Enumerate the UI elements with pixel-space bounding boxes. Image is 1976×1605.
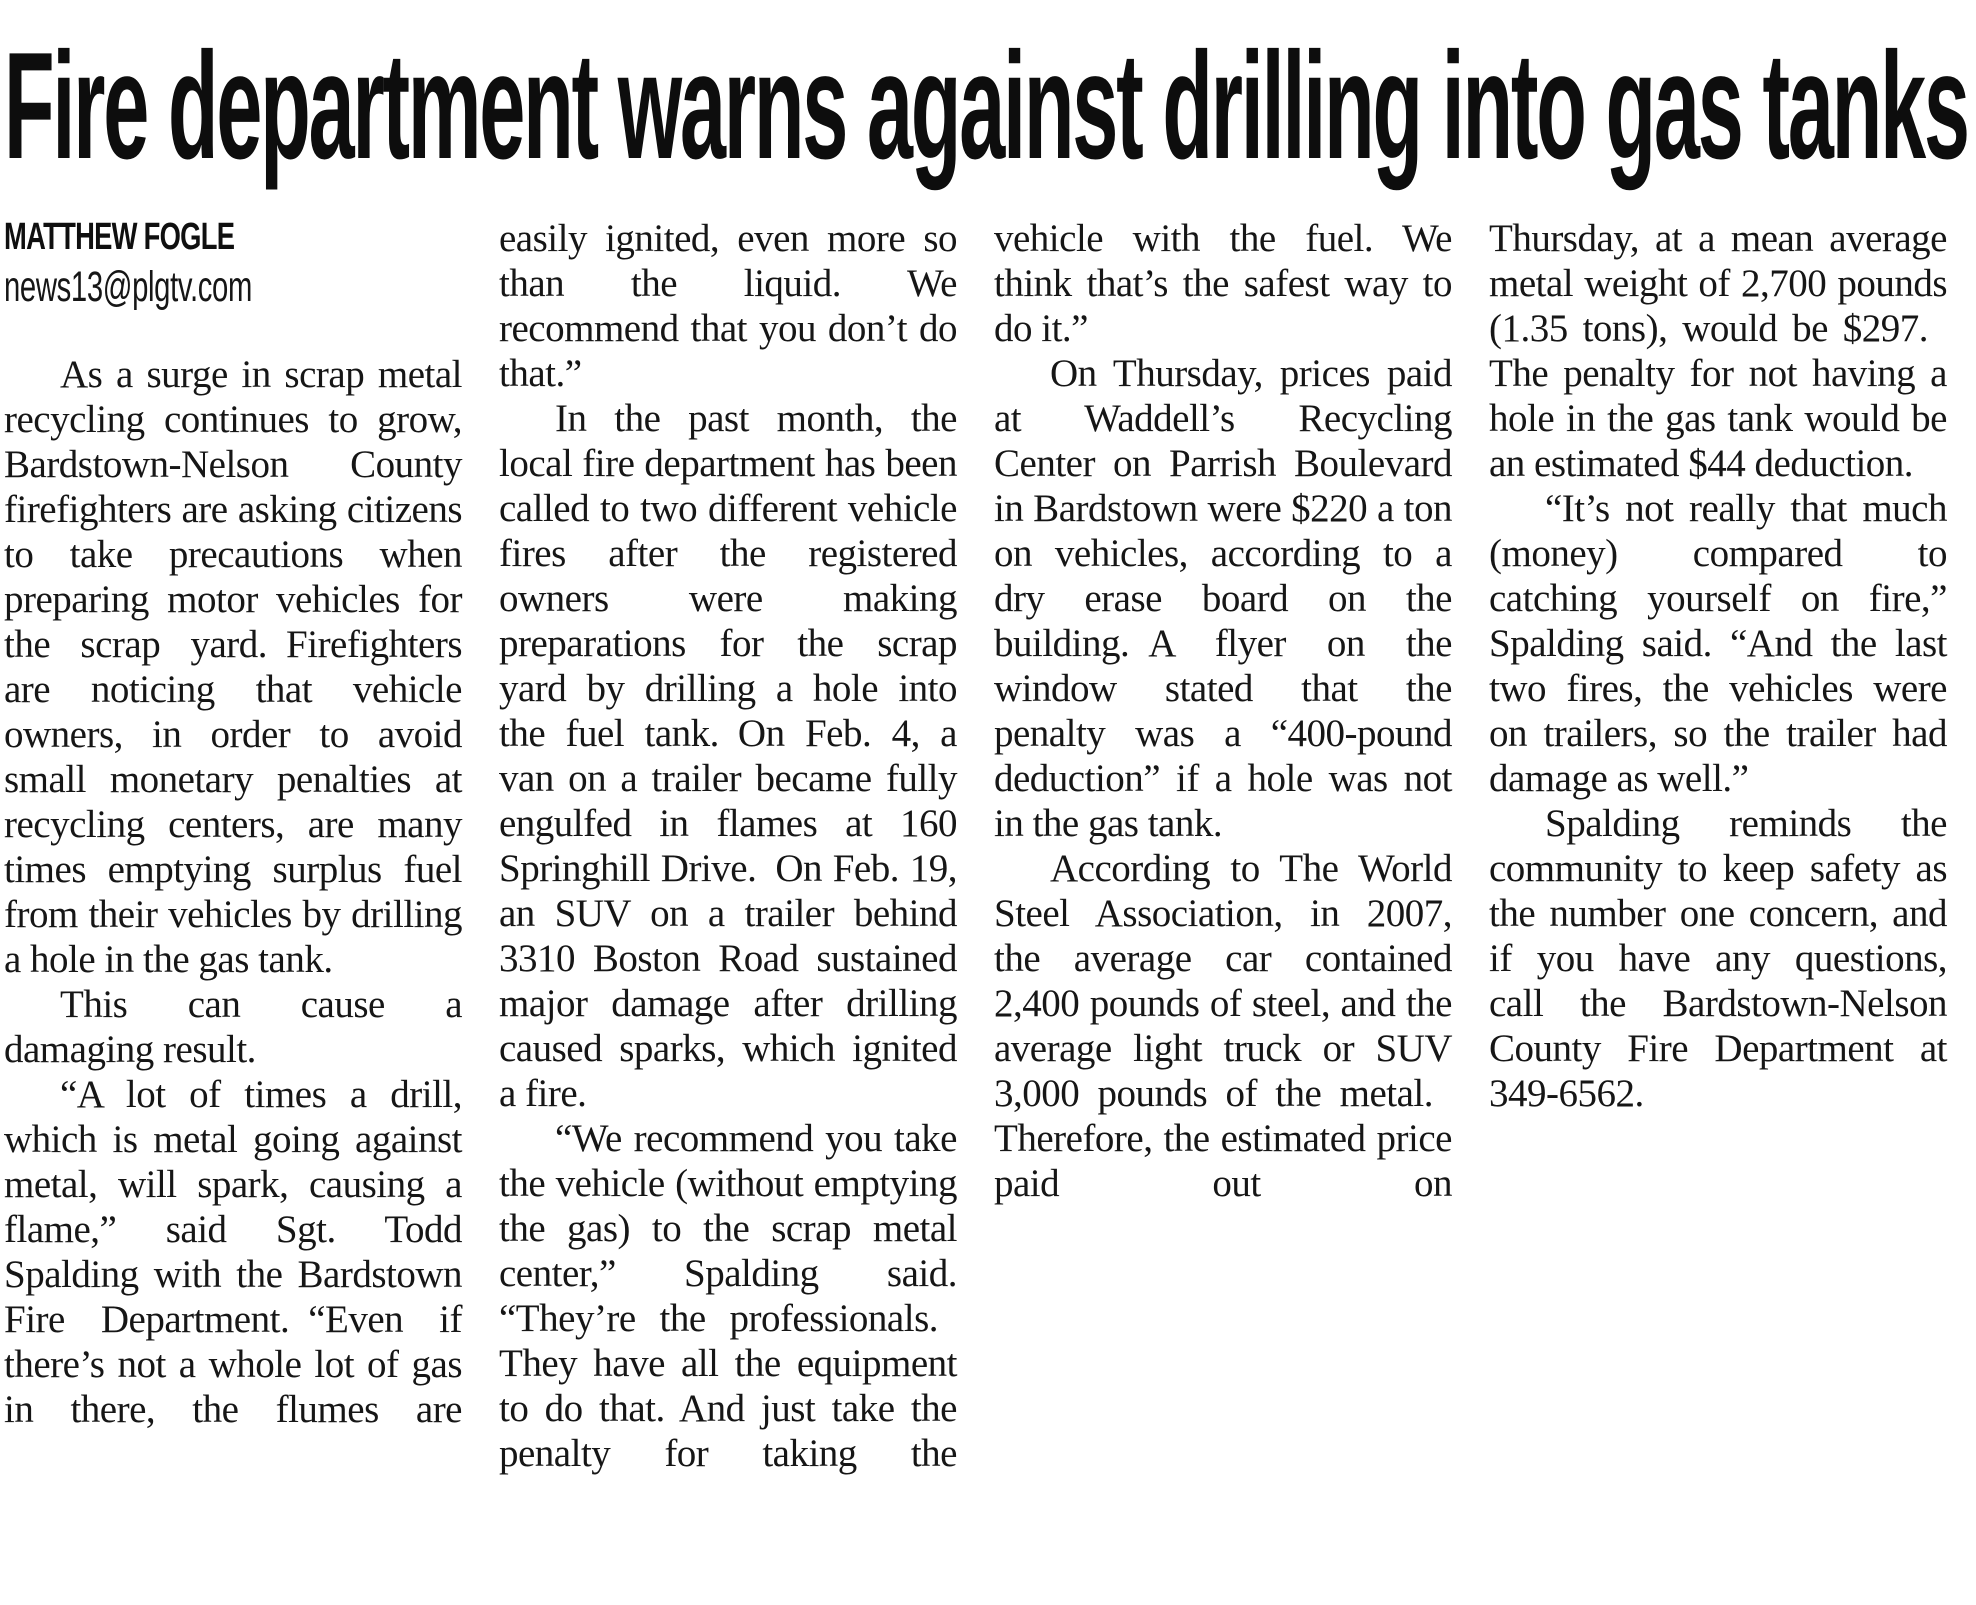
paragraph: This can cause a damaging result. bbox=[4, 983, 462, 1071]
article-column-1 bbox=[4, 216, 462, 1476]
paragraph: “A lot of times a drill, which is metal going against metal, will spark, causing a flame,” said Sgt. Todd Spalding with the Bardstown Fire Department. “Even if there’s not a whole lot of gas in there, the flumes are bbox=[4, 1073, 462, 1431]
paragraph: In the past month, the local fire department has been called to two different vehicle fires after the registered owners were making preparations for the scrap yard by drilling a hole into the fuel tank. On Feb. 4, a van on a trailer became fully engulfed in flames at 160 Springhill Drive. On Feb. 19, an SUV on a trailer behind 3310 Boston Road sustained major damage after drilling caused sparks, which ignited a fire. bbox=[499, 397, 957, 1115]
paragraph-continuation: easily ignited, even more so than the liquid. We recommend that you don’t do that.” bbox=[499, 217, 957, 395]
byline bbox=[4, 216, 462, 312]
article-columns bbox=[4, 216, 1968, 1476]
article-column-3 bbox=[994, 216, 1452, 1476]
paragraph: As a surge in scrap metal recycling continues to grow, Bardstown-Nelson County firefighters are asking citizens to take precautions when preparing motor vehicles for the scrap yard. Firefighters are noticing that vehicle owners, in order to avoid small monetary penalties at recycling centers, are many times emptying surplus fuel from their vehicles by drilling a hole in the gas tank. bbox=[4, 353, 462, 981]
paragraph-continuation: vehicle with the fuel. We think that’s the safest way to do it.” bbox=[994, 217, 1452, 350]
byline-author-line bbox=[4, 216, 462, 258]
headline-text: Fire department warns against drilling into gas tanks bbox=[4, 21, 1968, 191]
paragraph: “We recommend you take the vehicle (without emptying the gas) to the scrap metal center,” Spalding said. “They’re the professionals. They have all the equipment to do that. And just take the penalty for taking the bbox=[499, 1117, 957, 1475]
paragraph: On Thursday, prices paid at Waddell’s Recycling Center on Parrish Boulevard in Bardstown were $220 a ton on vehicles, according to a dry erase board on the building. A flyer on the window stated that the penalty was a “400-pound deduction” if a hole was not in the gas tank. bbox=[994, 352, 1452, 845]
byline-email: news13@plgtv.com bbox=[4, 263, 252, 311]
byline-email-line bbox=[4, 264, 462, 312]
headline bbox=[4, 21, 1968, 194]
paragraph: According to The World Steel Association, in 2007, the average car contained 2,400 pounds of steel, and the average light truck or SUV 3,000 pounds of the metal. Therefore, the estimated price paid out on bbox=[994, 847, 1452, 1205]
paragraph-continuation: Thursday, at a mean average metal weight of 2,700 pounds (1.35 tons), would be $297. The penalty for not having a hole in the gas tank would be an estimated $44 deduction. bbox=[1489, 217, 1947, 485]
article-column-2 bbox=[499, 216, 957, 1476]
byline-author: MATTHEW FOGLE bbox=[4, 216, 235, 258]
article-column-4 bbox=[1489, 216, 1947, 1476]
paragraph: “It’s not really that much (money) compared to catching yourself on fire,” Spalding said. “And the last two fires, the vehicles were on trailers, so the trailer had damage as well.” bbox=[1489, 487, 1947, 800]
paragraph: Spalding reminds the community to keep safety as the number one concern, and if you have any questions, call the Bardstown-Nelson County Fire Department at 349-6562. bbox=[1489, 802, 1947, 1115]
